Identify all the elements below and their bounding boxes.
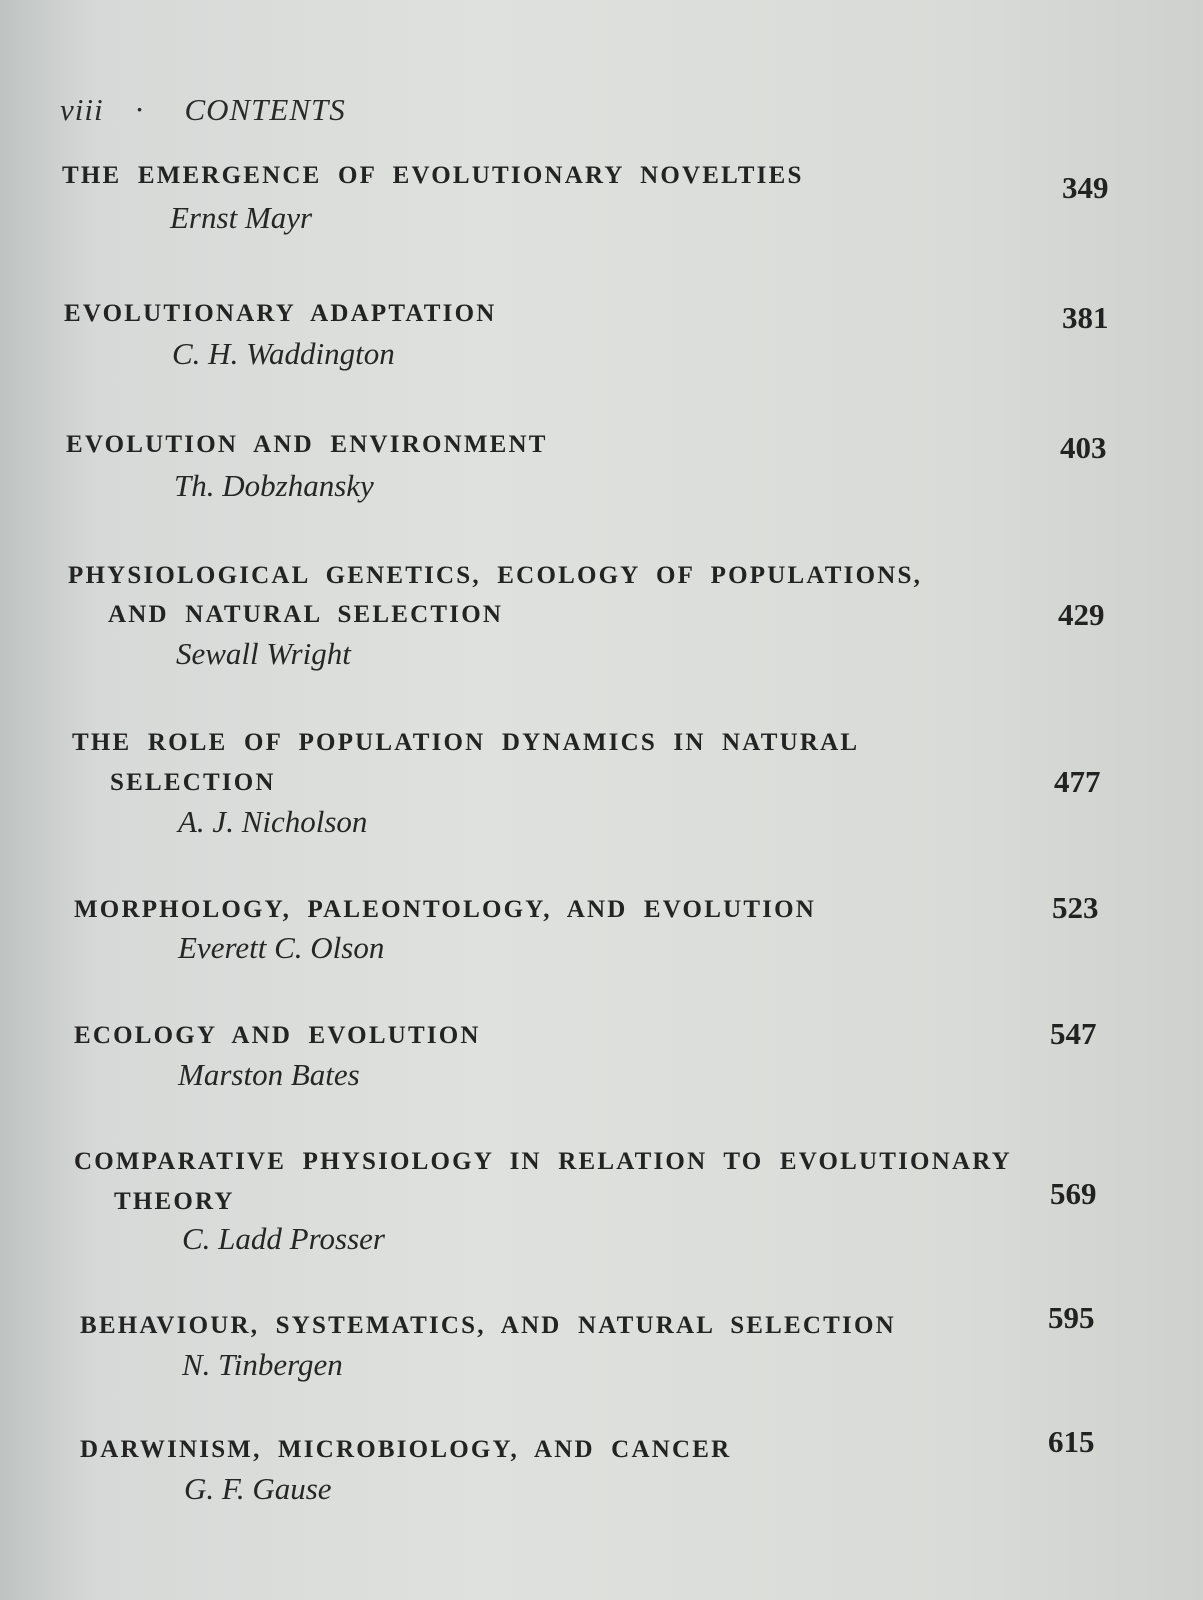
entry-title: THE EMERGENCE OF EVOLUTIONARY NOVELTIES xyxy=(62,162,804,189)
page-folio: viii xyxy=(60,92,104,127)
entry-title: MORPHOLOGY, PALEONTOLOGY, AND EVOLUTION xyxy=(74,896,817,923)
entry-page-number: 569 xyxy=(1050,1176,1097,1211)
entry-author: Th. Dobzhansky xyxy=(174,468,374,503)
entry-title: PHYSIOLOGICAL GENETICS, ECOLOGY OF POPULATIONS, xyxy=(68,562,923,589)
entry-author: A. J. Nicholson xyxy=(178,804,368,839)
entry-author: Marston Bates xyxy=(178,1057,360,1092)
entry-title: EVOLUTIONARY ADAPTATION xyxy=(64,300,497,327)
entry-title: BEHAVIOUR, SYSTEMATICS, AND NATURAL SELECTION xyxy=(80,1312,896,1339)
entry-page-number: 477 xyxy=(1054,764,1101,799)
entry-author: N. Tinbergen xyxy=(182,1347,343,1382)
entry-title: COMPARATIVE PHYSIOLOGY IN RELATION TO EVOLUTIONARY xyxy=(74,1148,1012,1175)
entry-author: Everett C. Olson xyxy=(178,930,385,965)
entry-author: Sewall Wright xyxy=(176,636,351,671)
entry-page-number: 403 xyxy=(1060,430,1107,465)
entry-title-continuation: SELECTION xyxy=(110,769,276,796)
entry-title: DARWINISM, MICROBIOLOGY, AND CANCER xyxy=(80,1436,732,1463)
entry-title-continuation: THEORY xyxy=(114,1188,235,1215)
entry-page-number: 615 xyxy=(1048,1424,1095,1459)
entry-title: ECOLOGY AND EVOLUTION xyxy=(74,1022,481,1049)
entry-title: EVOLUTION AND ENVIRONMENT xyxy=(66,431,548,458)
entry-author: C. H. Waddington xyxy=(172,336,395,371)
entry-page-number: 595 xyxy=(1048,1300,1095,1335)
header-separator: · xyxy=(134,92,146,127)
entry-page-number: 349 xyxy=(1062,170,1109,205)
entry-page-number: 381 xyxy=(1062,300,1109,335)
running-head xyxy=(60,92,346,128)
entry-author: C. Ladd Prosser xyxy=(182,1221,385,1256)
entry-author: Ernst Mayr xyxy=(170,200,313,235)
running-head-title: CONTENTS xyxy=(184,92,346,127)
entry-page-number: 547 xyxy=(1050,1016,1097,1051)
entry-title: THE ROLE OF POPULATION DYNAMICS IN NATURAL xyxy=(72,729,860,756)
entry-page-number: 429 xyxy=(1058,597,1105,632)
entry-author: G. F. Gause xyxy=(184,1471,332,1506)
entry-title-continuation: AND NATURAL SELECTION xyxy=(108,601,504,628)
entry-page-number: 523 xyxy=(1052,890,1099,925)
